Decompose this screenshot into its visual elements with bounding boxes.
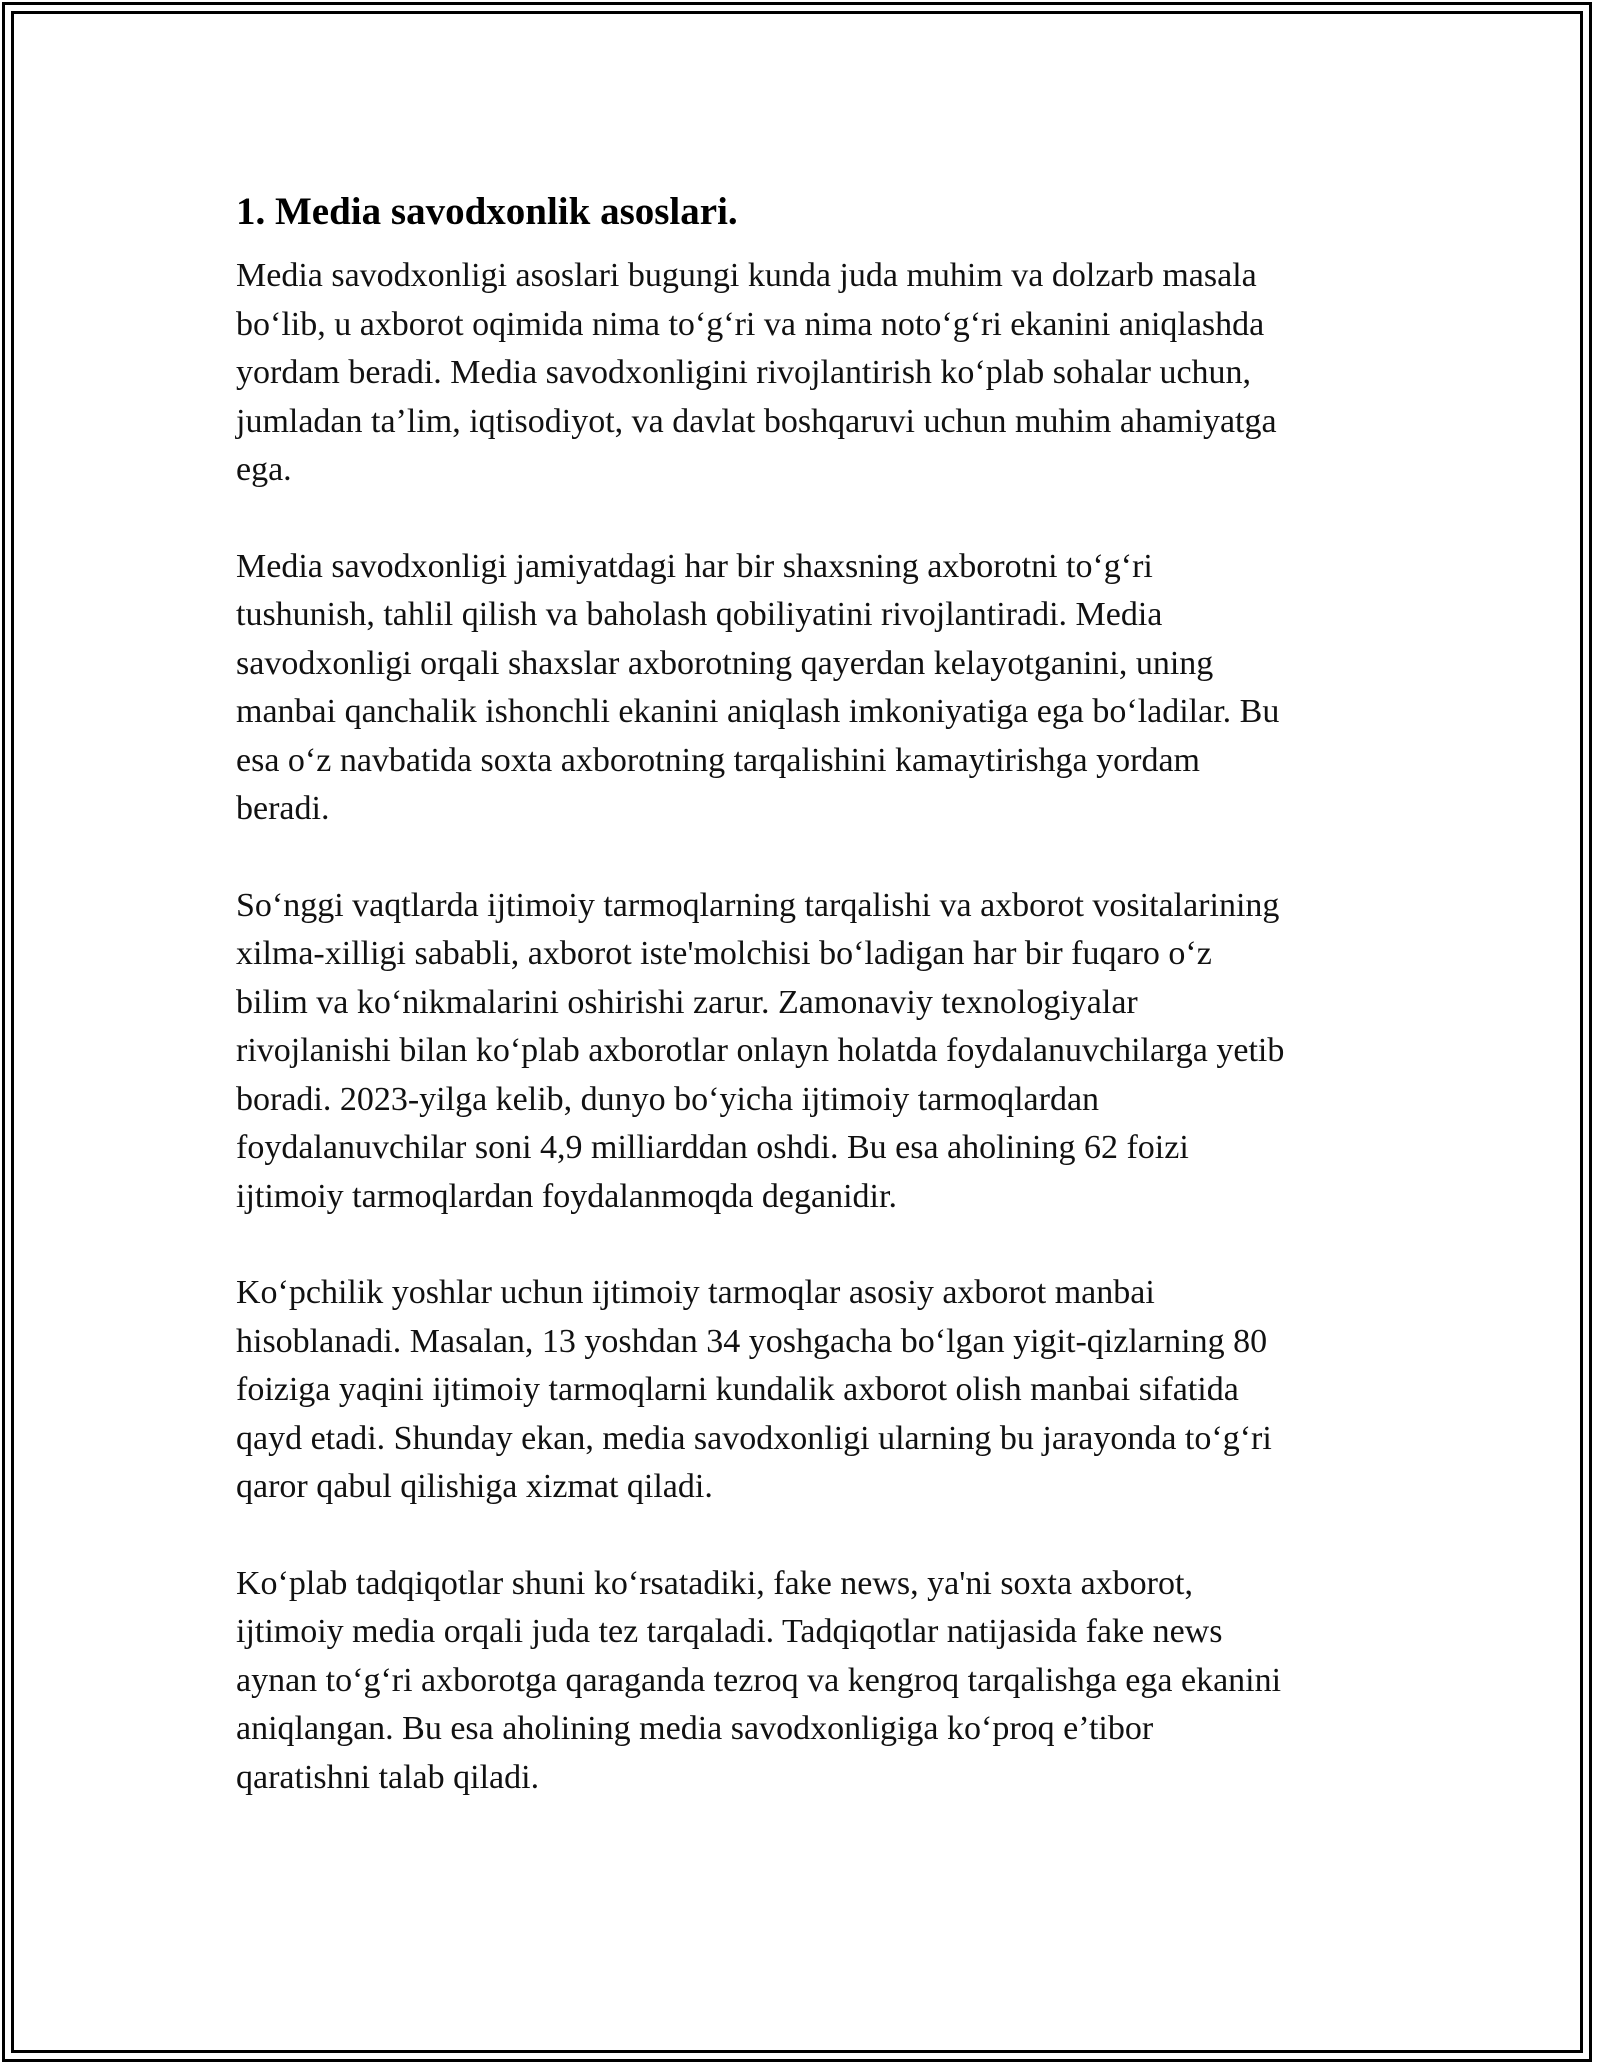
paragraph-line: foiziga yaqini ijtimoiy tarmoqlarni kundalik axborot olish manbai sifatida: [236, 1371, 1239, 1408]
paragraph-line: Media savodxonligi asoslari bugungi kunda juda muhim va dolzarb masala: [236, 257, 1257, 294]
paragraph-4: [236, 1269, 1376, 1512]
paragraph-5: [236, 1560, 1376, 1803]
paragraph-line: xilma-xilligi sababli, axborot iste'molchisi bo‘ladigan har bir fuqaro o‘z: [236, 935, 1212, 972]
paragraph-line: ega.: [236, 451, 292, 488]
paragraph-line: Ko‘pchilik yoshlar uchun ijtimoiy tarmoqlar asosiy axborot manbai: [236, 1274, 1155, 1311]
paragraph-1: [236, 252, 1376, 495]
paragraph-line: qaror qabul qilishiga xizmat qiladi.: [236, 1468, 713, 1505]
document-body: [236, 186, 1376, 1850]
paragraph-line: qaratishni talab qiladi.: [236, 1758, 540, 1796]
paragraph-line: beradi.: [236, 790, 330, 827]
paragraph-line: aniqlangan. Bu esa aholining media savodxonligiga ko‘proq e’tibor: [236, 1710, 1154, 1747]
paragraph-line: tushunish, tahlil qilish va baholash qobiliyatini rivojlantiradi. Media: [236, 596, 1163, 633]
paragraph-line: So‘nggi vaqtlarda ijtimoiy tarmoqlarning tarqalishi va axborot vositalarining: [236, 886, 1280, 924]
paragraph-line: yordam beradi. Media savodxonligini rivojlantirish ko‘plab sohalar uchun,: [236, 354, 1252, 391]
paragraph-line: bilim va ko‘nikmalarini oshirishi zarur. Zamonaviy texnologiyalar: [236, 983, 1138, 1021]
paragraph-line: foydalanuvchilar soni 4,9 milliarddan oshdi. Bu esa aholining 62 foizi: [236, 1129, 1189, 1166]
paragraph-line: Ko‘plab tadqiqotlar shuni ko‘rsatadiki, fake news, ya'ni soxta axborot,: [236, 1564, 1193, 1602]
paragraph-line: rivojlanishi bilan ko‘plab axborotlar onlayn holatda foydalanuvchilarga yetib: [236, 1032, 1285, 1069]
paragraph-line: aynan to‘g‘ri axborotga qaraganda tezroq va kengroq tarqalishga ega ekanini: [236, 1661, 1282, 1699]
paragraph-2: [236, 543, 1376, 834]
paragraph-line: savodxonligi orqali shaxslar axborotning qayerdan kelayotganini, uning: [236, 644, 1214, 682]
paragraph-line: Media savodxonligi jamiyatdagi har bir shaxsning axborotni to‘g‘ri: [236, 547, 1153, 585]
paragraph-line: manbai qanchalik ishonchli ekanini aniqlash imkoniyatiga ega bo‘ladilar. Bu: [236, 693, 1280, 730]
paragraph-line: ijtimoiy media orqali juda tez tarqaladi. Tadqiqotlar natijasida fake news: [236, 1613, 1223, 1650]
paragraph-line: jumladan ta’lim, iqtisodiyot, va davlat boshqaruvi uchun muhim ahamiyatga: [236, 402, 1277, 440]
paragraph-line: bo‘lib, u axborot oqimida nima to‘g‘ri va nima noto‘g‘ri ekanini aniqlashda: [236, 305, 1265, 343]
paragraph-line: esa o‘z navbatida soxta axborotning tarqalishini kamaytirishga yordam: [236, 741, 1201, 779]
section-heading: 1. Media savodxonlik asoslari.: [236, 190, 738, 233]
paragraph-line: hisoblanadi. Masalan, 13 yoshdan 34 yoshgacha bo‘lgan yigit-qizlarning 80: [236, 1322, 1268, 1360]
paragraph-3: [236, 882, 1376, 1222]
paragraph-line: qayd etadi. Shunday ekan, media savodxonligi ularning bu jarayonda to‘g‘ri: [236, 1419, 1272, 1457]
paragraph-line: boradi. 2023-yilga kelib, dunyo bo‘yicha ijtimoiy tarmoqlardan: [236, 1080, 1100, 1118]
paragraph-line: ijtimoiy tarmoqlardan foydalanmoqda deganidir.: [236, 1177, 897, 1215]
